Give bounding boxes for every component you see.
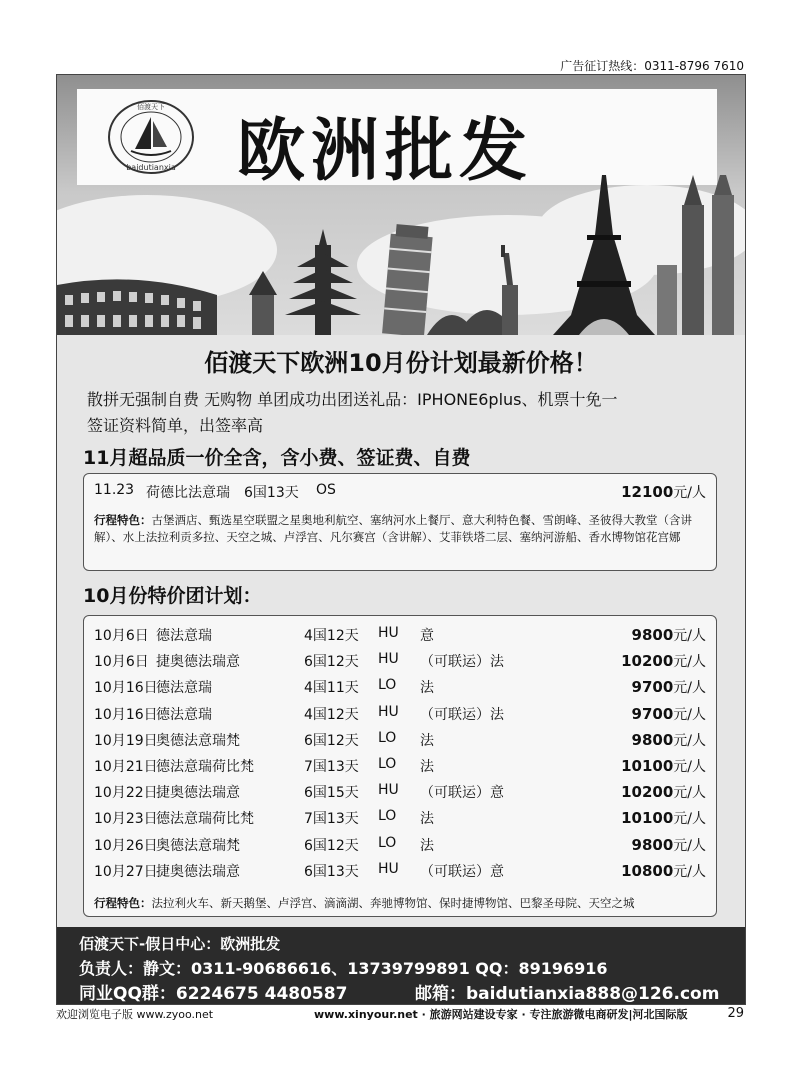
tour-days: 6国15天 bbox=[304, 785, 359, 802]
tour-days: 7国13天 bbox=[304, 811, 359, 828]
tour-days: 7国13天 bbox=[304, 759, 359, 775]
tour-note: （可联运）法 bbox=[420, 654, 504, 671]
tour-days: 6国12天 bbox=[304, 654, 359, 671]
title-box bbox=[77, 89, 717, 191]
tour-row bbox=[94, 756, 706, 782]
tour-row bbox=[94, 730, 706, 756]
tour-route: 德法意瑞 bbox=[156, 628, 212, 644]
tour-features: 行程特色：古堡酒店、甄选星空联盟之星奥地利航空、塞纳河水上餐厅、意大利特色餐、雪朗峰、圣彼得大教堂（含讲解）、水上法拉利贡多拉、天空之城、卢浮宫、凡尔赛宫（含讲解）、艾菲铁塔二层、塞纳河游船、香水博物馆花宫娜 bbox=[94, 513, 692, 544]
landmarks-illustration bbox=[57, 175, 745, 335]
tour-row bbox=[94, 482, 706, 508]
contact-footer bbox=[57, 927, 745, 1004]
tour-airline: HU bbox=[378, 860, 399, 877]
tour-price: 9700元/人 bbox=[631, 704, 706, 723]
baidutianxia-logo bbox=[107, 99, 195, 175]
tour-note: 法 bbox=[420, 732, 434, 749]
tour-route: 荷德比法意瑞 bbox=[146, 485, 230, 501]
tour-airline: HU bbox=[378, 625, 399, 641]
tour-airline: HU bbox=[378, 782, 399, 799]
tour-date: 10月19日 bbox=[94, 732, 158, 749]
tour-date: 10月16日 bbox=[94, 706, 158, 723]
tour-route: 德法意瑞荷比梵 bbox=[156, 759, 254, 775]
tour-days: 4国11天 bbox=[304, 680, 359, 697]
tour-row bbox=[94, 861, 706, 887]
tour-date: 10月27日 bbox=[94, 863, 158, 880]
tour-airline: LO bbox=[378, 808, 397, 825]
svg-text:baidutianxia: baidutianxia bbox=[126, 163, 176, 172]
tour-price: 9700元/人 bbox=[631, 678, 706, 697]
october-features: 行程特色：法拉利火车、新天鹅堡、卢浮宫、滴滴湖、奔驰博物馆、保时捷博物馆、巴黎圣母院、天空之城 bbox=[94, 896, 635, 910]
contact-person: 负责人：静文：0311-90686616、13739799891 QQ：89196916 bbox=[79, 959, 608, 978]
poster bbox=[56, 74, 746, 1005]
tour-days: 6国13天 bbox=[304, 863, 359, 880]
tour-date: 10月6日 bbox=[94, 628, 149, 644]
tour-route: 奥德法意瑞梵 bbox=[156, 837, 240, 854]
tour-note: 意 bbox=[420, 628, 434, 644]
tour-row bbox=[94, 625, 706, 651]
tour-airline: LO bbox=[378, 834, 397, 851]
contact-qq-group: 同业QQ群：6224675 4480587 bbox=[79, 984, 348, 1004]
tour-price: 12100元/人 bbox=[621, 483, 706, 501]
tour-route: 捷奥德法瑞意 bbox=[156, 785, 240, 802]
tour-days: 6国13天 bbox=[244, 485, 299, 501]
tour-row bbox=[94, 651, 706, 677]
tour-row bbox=[94, 704, 706, 730]
tour-date: 10月26日 bbox=[94, 837, 158, 854]
tour-route: 捷奥德法瑞意 bbox=[156, 654, 240, 671]
tour-route: 捷奥德法瑞意 bbox=[156, 863, 240, 880]
tour-note: （可联运）意 bbox=[420, 785, 504, 802]
tour-route: 奥德法意瑞梵 bbox=[156, 732, 240, 749]
tour-note: （可联运）法 bbox=[420, 706, 504, 723]
tour-row bbox=[94, 782, 706, 808]
tour-price: 10100元/人 bbox=[621, 809, 706, 828]
tour-date: 11.23 bbox=[94, 482, 135, 498]
tour-note: 法 bbox=[420, 680, 434, 697]
tour-date: 10月23日 bbox=[94, 811, 158, 828]
tour-airline: HU bbox=[378, 651, 399, 668]
october-tours-box bbox=[83, 615, 717, 917]
headline: 佰渡天下欧洲10月份计划最新价格！ bbox=[204, 349, 598, 377]
tour-row bbox=[94, 808, 706, 834]
tour-note: 法 bbox=[420, 837, 434, 854]
section-title-november: 11月超品质一价全含，含小费、签证费、自费 bbox=[83, 447, 471, 469]
contact-center: 佰渡天下-假日中心：欧洲批发 bbox=[79, 935, 281, 953]
tour-airline: LO bbox=[378, 756, 397, 772]
tour-row bbox=[94, 677, 706, 703]
tour-date: 10月21日 bbox=[94, 759, 158, 775]
intro-line-2: 签证资料简单，出签率高 bbox=[87, 416, 264, 435]
tour-price: 10200元/人 bbox=[621, 652, 706, 671]
tour-price: 9800元/人 bbox=[631, 626, 706, 644]
tour-date: 10月6日 bbox=[94, 654, 149, 671]
tour-route: 德法意瑞 bbox=[156, 680, 212, 697]
section-title-october: 10月份特价团计划： bbox=[83, 585, 262, 607]
tour-days: 4国12天 bbox=[304, 628, 359, 644]
tour-price: 9800元/人 bbox=[631, 730, 706, 749]
tour-row bbox=[94, 835, 706, 861]
tour-date: 10月22日 bbox=[94, 785, 158, 802]
svg-text:佰渡天下: 佰渡天下 bbox=[137, 103, 165, 111]
tour-days: 6国12天 bbox=[304, 837, 359, 854]
page-number: 29 bbox=[727, 1006, 744, 1021]
banner-title: 欧洲批发 bbox=[237, 112, 534, 191]
tour-route: 德法意瑞荷比梵 bbox=[156, 811, 254, 828]
tour-price: 9800元/人 bbox=[631, 835, 706, 854]
tour-note: （可联运）意 bbox=[420, 863, 504, 880]
tour-note: 法 bbox=[420, 811, 434, 828]
tour-airline: LO bbox=[378, 677, 397, 694]
tour-airline: LO bbox=[378, 729, 397, 746]
tour-price: 10200元/人 bbox=[621, 783, 706, 802]
tour-date: 10月16日 bbox=[94, 680, 158, 697]
tour-note: 法 bbox=[420, 759, 434, 775]
november-tour-box bbox=[83, 473, 717, 571]
hero-banner bbox=[57, 75, 745, 335]
tour-airline: OS bbox=[316, 482, 336, 498]
tour-airline: HU bbox=[378, 703, 399, 720]
ad-hotline: 广告征订热线：0311-8796 7610 bbox=[560, 59, 744, 73]
tour-price: 10100元/人 bbox=[621, 757, 706, 775]
tour-route: 德法意瑞 bbox=[156, 706, 212, 723]
tour-days: 6国12天 bbox=[304, 732, 359, 749]
intro-line-1: 散拼无强制自费 无购物 单团成功出团送礼品：IPHONE6plus、机票十免一 bbox=[87, 390, 618, 409]
footer-center: www.xinyour.net · 旅游网站建设专家 · 专注旅游微电商研发|河北国际版 bbox=[314, 1008, 688, 1021]
contact-email: 邮箱：baidutianxia888@126.com bbox=[415, 984, 720, 1004]
tour-days: 4国12天 bbox=[304, 706, 359, 723]
tour-price: 10800元/人 bbox=[621, 861, 706, 880]
footer-left: 欢迎浏览电子版 www.zyoo.net bbox=[56, 1008, 214, 1021]
